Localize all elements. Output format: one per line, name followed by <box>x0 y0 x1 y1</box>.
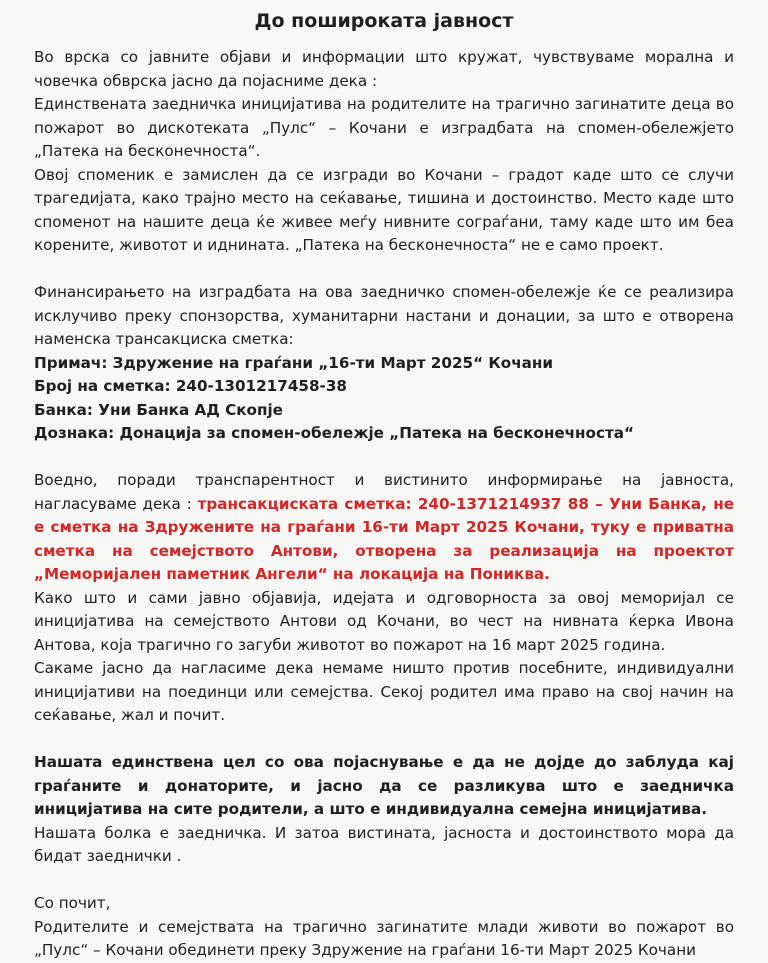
paragraph-clarification <box>34 469 734 587</box>
clarification-intro: Воедно, поради транспарентност и вистинито информирање на јавноста, нагласуваме дека : <box>34 471 734 513</box>
signature-text: Родителите и семејствата на трагично загинатите млади животи во пожарот во „Пулс“ – Кочани обединети преку Здружение на граѓани 16-ти Март 2025 Кочани <box>34 917 734 959</box>
paragraph-antovi: Како што и сами јавно објавија, идејата и одговорноста за овој меморијал се иницијатива на семејството Антови од Кочани, во чест на нивната ќерка Ивона Антова, која трагично го загуби животот во пожарот на 16 март 2025 година. <box>34 588 734 654</box>
spacer <box>34 869 734 893</box>
paragraph-financing: Финансирањето на изградбата на ова заедничко спомен-обележје ќе се реализира исклучиво преку спонзорства, хуманитарни настани и донации, за што е отворена наменска трансакциска сметка: <box>34 283 734 348</box>
paragraph-pain: Нашата болка е заедничка. И затоа вистината, јасноста и достоинството мора да бидат заеднички . <box>34 823 734 865</box>
spacer <box>34 258 734 282</box>
spacer <box>34 446 734 470</box>
paragraph-goal: Нашата единствена цел со ова појаснување е да не дојде до заблуда кај граѓаните и донаторите, и јасно да се разликува што е заедничка иницијатива на сите родители, а што е индивидуална семејна иницијатива. <box>34 753 734 818</box>
paragraph-individual: Сакаме јасно да нагласиме дека немаме ништо против посебните, индивидуални иницијативи на поединци или семејства. Секој родител има право на свој начин на сеќавање, жал и почит. <box>34 659 734 724</box>
document-title: До пошироката јавност <box>254 10 514 32</box>
closing-text: Со почит, <box>34 894 111 912</box>
account-bank: Банка: Уни Банка АД Скопје <box>34 400 283 419</box>
paragraph-monument: Овој споменик е замислен да се изгради во Кочани – градот каде што се случи трагедијата, како трајно место на сеќавање, тишина и достоинство. Место каде што споменот на нашите деца ќе живее меѓу нивните сограѓани, таму каде што им беа корените, животот и иднината. „Патека на бесконечноста“ не е само проект. <box>34 165 734 254</box>
spacer <box>34 728 734 752</box>
account-recipient: Примач: Здружение на граѓани „16-ти Март 2025“ Кочани <box>34 353 554 372</box>
paragraph-initiative: Единствената заедничка иницијатива на родителите на трагично загинатите деца во пожарот во дискотеката „Пулс“ – Кочани е изградбата на спомен-обележјето „Патека на бесконечноста“. <box>34 95 734 160</box>
account-purpose: Дознака: Донација за спомен-обележје „Патека на бесконечноста“ <box>34 424 635 442</box>
paragraph-intro: Во врска со јавните објави и информации што кружат, чувствуваме морална и човечка обврска јасно да појасниме дека : <box>34 48 734 90</box>
account-number: Број на сметка: 240-1301217458-38 <box>34 377 347 395</box>
clarification-warning: трансакциската сметка: 240-1371214937 88 – Уни Банка, не е сметка на Здружените на граѓани 16-ти Март 2025 Кочани, туку е приватна сметка на семејството Антови, отворена за реализација на проектот „Меморијален паметник Ангели“ на локација на Пониква. <box>34 494 734 583</box>
